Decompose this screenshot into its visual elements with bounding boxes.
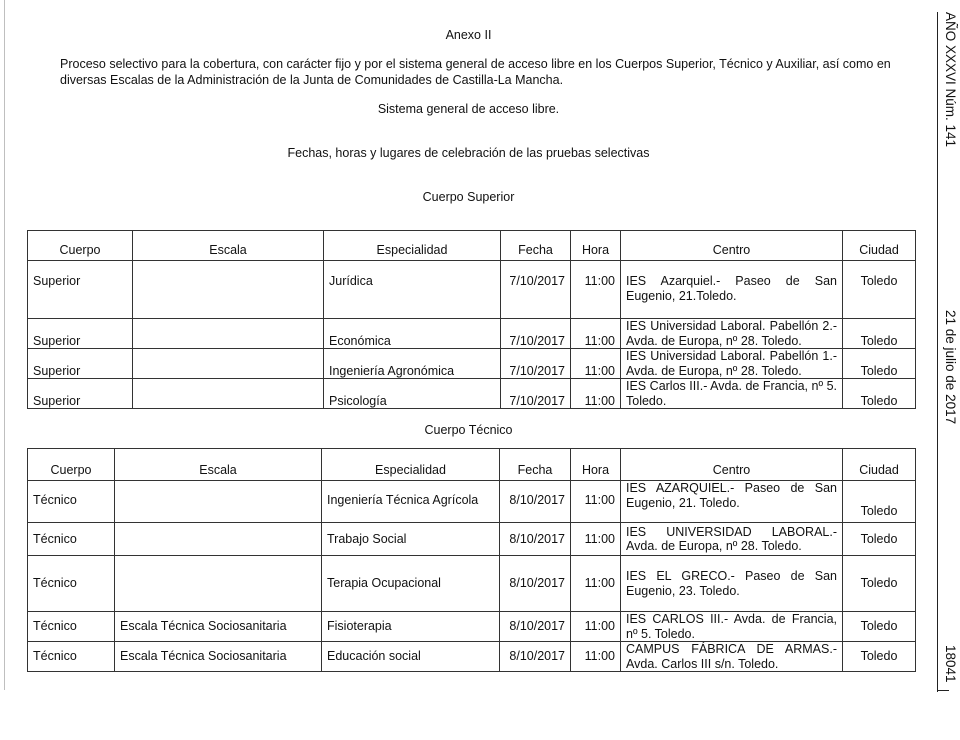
sidebar-page-number: 18041 xyxy=(943,645,958,683)
cell-fecha: 7/10/2017 xyxy=(501,379,571,409)
cell-ciudad: Toledo xyxy=(843,349,916,379)
cell-ciudad: Toledo xyxy=(843,642,916,672)
cell-escala xyxy=(133,319,324,349)
cell-ciudad: Toledo xyxy=(843,319,916,349)
table-row xyxy=(28,481,916,523)
cell-especialidad: Ingeniería Agronómica xyxy=(324,349,501,379)
table-row xyxy=(28,523,916,556)
cell-fecha: 7/10/2017 xyxy=(501,349,571,379)
column-header: Especialidad xyxy=(322,449,500,481)
sidebar xyxy=(942,12,958,692)
cell-hora: 11:00 xyxy=(571,523,621,556)
table-row xyxy=(28,556,916,612)
cell-hora: 11:00 xyxy=(571,261,621,319)
cell-escala xyxy=(115,481,322,523)
cell-escala xyxy=(115,556,322,612)
cell-especialidad: Jurídica xyxy=(324,261,501,319)
cell-hora: 11:00 xyxy=(571,556,621,612)
cell-centro: IES Carlos III.- Avda. de Francia, nº 5. Toledo. xyxy=(621,379,843,409)
column-header: Ciudad xyxy=(843,231,916,261)
sidebar-date: 21 de julio de 2017 xyxy=(943,310,958,425)
table-row xyxy=(28,261,916,319)
table-row xyxy=(28,379,916,409)
cell-cuerpo: Superior xyxy=(28,349,133,379)
table-row xyxy=(28,612,916,642)
cell-especialidad: Educación social xyxy=(322,642,500,672)
column-header: Centro xyxy=(621,231,843,261)
cell-fecha: 8/10/2017 xyxy=(500,612,571,642)
column-header: Centro xyxy=(621,449,843,481)
cell-cuerpo: Técnico xyxy=(28,481,115,523)
cell-fecha: 8/10/2017 xyxy=(500,642,571,672)
column-header: Hora xyxy=(571,449,621,481)
dates-subtitle: Fechas, horas y lugares de celebración de las pruebas selectivas xyxy=(287,146,650,160)
superior-table xyxy=(27,230,916,409)
column-header: Escala xyxy=(133,231,324,261)
cell-cuerpo: Técnico xyxy=(28,612,115,642)
cell-escala xyxy=(133,379,324,409)
column-header: Fecha xyxy=(501,231,571,261)
column-header: Especialidad xyxy=(324,231,501,261)
table-header-row xyxy=(28,449,916,481)
cell-centro: IES UNIVERSIDAD LABORAL.- Avda. de Europa, nº 28. Toledo. xyxy=(621,523,843,556)
intro-paragraph: Proceso selectivo para la cobertura, con carácter fijo y por el sistema general de acceso libre en los Cuerpos Superior, Técnico y Auxiliar, así como en diversas Escalas de la Administración de la Junta de Comunidades de Castilla-La Mancha. xyxy=(60,57,891,87)
cell-fecha: 7/10/2017 xyxy=(501,261,571,319)
cell-fecha: 8/10/2017 xyxy=(500,556,571,612)
column-header: Hora xyxy=(571,231,621,261)
cell-cuerpo: Técnico xyxy=(28,556,115,612)
column-header: Ciudad xyxy=(843,449,916,481)
cell-especialidad: Terapia Ocupacional xyxy=(322,556,500,612)
cell-ciudad: Toledo xyxy=(843,523,916,556)
cell-cuerpo: Técnico xyxy=(28,523,115,556)
cell-hora: 11:00 xyxy=(571,481,621,523)
cell-fecha: 7/10/2017 xyxy=(501,319,571,349)
section-title-superior: Cuerpo Superior xyxy=(422,190,515,204)
cell-especialidad: Trabajo Social xyxy=(322,523,500,556)
tecnico-table xyxy=(27,448,916,672)
section-title-tecnico: Cuerpo Técnico xyxy=(424,423,513,437)
sidebar-divider xyxy=(937,12,938,692)
cell-hora: 11:00 xyxy=(571,612,621,642)
cell-hora: 11:00 xyxy=(571,349,621,379)
cell-especialidad: Ingeniería Técnica Agrícola xyxy=(322,481,500,523)
table-row xyxy=(28,319,916,349)
cell-centro: IES Azarquiel.- Paseo de San Eugenio, 21.Toledo. xyxy=(621,261,843,319)
table-header-row xyxy=(28,231,916,261)
cell-especialidad: Económica xyxy=(324,319,501,349)
system-subtitle: Sistema general de acceso libre. xyxy=(377,102,560,116)
cell-cuerpo: Superior xyxy=(28,379,133,409)
cell-centro: CAMPUS FÁBRICA DE ARMAS.- Avda. Carlos III s/n. Toledo. xyxy=(621,642,843,672)
cell-escala: Escala Técnica Sociosanitaria xyxy=(115,612,322,642)
cell-ciudad: Toledo xyxy=(843,481,916,523)
table-row xyxy=(28,642,916,672)
cell-centro: IES CARLOS III.- Avda. de Francia, nº 5. Toledo. xyxy=(621,612,843,642)
cell-hora: 11:00 xyxy=(571,319,621,349)
sidebar-volume: AÑO XXXVI Núm. 141 xyxy=(943,12,958,148)
column-header: Escala xyxy=(115,449,322,481)
cell-centro: IES Universidad Laboral. Pabellón 2.-Avda. de Europa, nº 28. Toledo. xyxy=(621,319,843,349)
cell-escala xyxy=(133,261,324,319)
cell-centro: IES AZARQUIEL.- Paseo de San Eugenio, 21. Toledo. xyxy=(621,481,843,523)
cell-hora: 11:00 xyxy=(571,379,621,409)
table-row xyxy=(28,349,916,379)
annex-title: Anexo II xyxy=(445,28,492,42)
cell-cuerpo: Técnico xyxy=(28,642,115,672)
cell-centro: IES EL GRECO.- Paseo de San Eugenio, 23. Toledo. xyxy=(621,556,843,612)
column-header: Cuerpo xyxy=(28,231,133,261)
cell-escala xyxy=(115,523,322,556)
cell-fecha: 8/10/2017 xyxy=(500,523,571,556)
cell-cuerpo: Superior xyxy=(28,319,133,349)
cell-ciudad: Toledo xyxy=(843,379,916,409)
cell-fecha: 8/10/2017 xyxy=(500,481,571,523)
cell-especialidad: Fisioterapia xyxy=(322,612,500,642)
cell-ciudad: Toledo xyxy=(843,612,916,642)
cell-ciudad: Toledo xyxy=(843,556,916,612)
cell-centro: IES Universidad Laboral. Pabellón 1.-Avda. de Europa, nº 28. Toledo. xyxy=(621,349,843,379)
cell-escala: Escala Técnica Sociosanitaria xyxy=(115,642,322,672)
column-header: Cuerpo xyxy=(28,449,115,481)
cell-hora: 11:00 xyxy=(571,642,621,672)
cell-ciudad: Toledo xyxy=(843,261,916,319)
cell-escala xyxy=(133,349,324,379)
cell-especialidad: Psicología xyxy=(324,379,501,409)
cell-cuerpo: Superior xyxy=(28,261,133,319)
column-header: Fecha xyxy=(500,449,571,481)
